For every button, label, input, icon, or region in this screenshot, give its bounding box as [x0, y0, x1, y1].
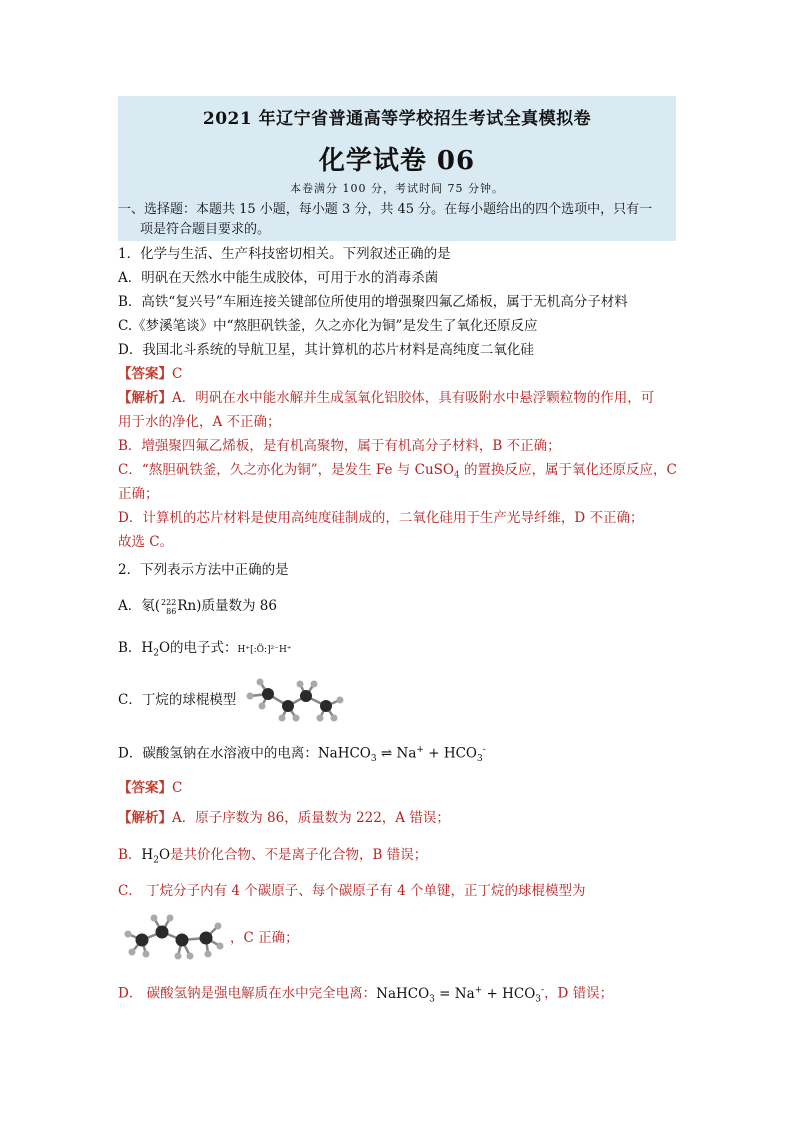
- analysis-text: A．明矾在水中能水解并生成氢氧化铝胶体，具有吸附水中悬浮颗粒物的作用，可: [172, 390, 655, 406]
- answer-value: C: [172, 780, 183, 796]
- q1-option-d: D．我国北斗系统的导航卫星，其计算机的芯片材料是高纯度二氧化硅: [118, 342, 534, 358]
- q2-analysis-d: [118, 980, 613, 1009]
- na-ion: Na: [396, 745, 417, 762]
- na-ion: = Na: [434, 985, 475, 1002]
- radon-isotope-numbers: [161, 598, 176, 616]
- hco3-charge: -: [541, 985, 545, 995]
- q2-option-c: C．丁烷的球棍模型: [118, 692, 237, 708]
- q2-analysis-b: [118, 845, 427, 871]
- water-subscript: 2: [153, 648, 159, 659]
- exam-title: 2021 年辽宁省普通高等学校招生考试全真模拟卷: [202, 109, 592, 129]
- option-b-prefix: B．: [118, 640, 142, 656]
- q2-stem: 2．下列表示方法中正确的是: [118, 562, 289, 578]
- paper-subject: 化学试卷 06: [318, 146, 476, 176]
- answer-tag: 【答案】: [118, 366, 172, 382]
- option-a-suffix: )质量数为 86: [196, 598, 277, 614]
- hco3-ion: + HCO: [482, 985, 536, 1002]
- analysis-b-suffix: 是共价化合物、不是离子化合物，B 错误；: [170, 847, 428, 863]
- q1-option-c: C.《梦溪笔谈》中“熬胆矾铁釜，久之亦化为铜”是发生了氧化还原反应: [118, 318, 538, 334]
- hco3-subscript: 3: [477, 754, 483, 765]
- q1-conclusion: 故选 C。: [118, 534, 174, 550]
- cuso4-formula: CuSO: [414, 462, 454, 478]
- section-line-1: 一、选择题：本题共 15 小题，每小题 3 分，共 45 分。在每小题给出的四个选项中，只有一: [118, 202, 653, 217]
- butane-ball-stick-model-answer: [118, 910, 228, 966]
- na-charge: +: [416, 745, 424, 755]
- analysis-tag: 【解析】: [118, 810, 172, 826]
- q1-analysis-a2: 用于水的净化，A 不正确；: [118, 414, 281, 430]
- water-o: O: [158, 847, 171, 863]
- answer-value: C: [172, 366, 183, 382]
- analysis-a-text: A．原子序数为 86，质量数为 222，A 错误；: [172, 810, 450, 826]
- ionization-equation: [376, 985, 545, 1005]
- q1-analysis-d: D．计算机的芯片材料是使用高纯度硅制成的，二氧化硅用于生产光导纤维，D 不正确；: [118, 510, 644, 526]
- q1-option-a: A．明矾在天然水中能生成胶体，可用于水的消毒杀菌: [118, 270, 439, 286]
- nahco3: NaHCO: [376, 985, 430, 1002]
- exam-header: [118, 96, 676, 241]
- water-subscript: 2: [153, 855, 159, 866]
- water-h: H: [141, 640, 154, 656]
- analysis-b-prefix: B．: [118, 847, 142, 863]
- nahco3-subscript: 3: [429, 994, 435, 1005]
- water-h: H: [141, 847, 154, 863]
- q2-answer: [118, 778, 182, 798]
- q1-analysis-c2: 正确；: [118, 486, 159, 502]
- q1-analysis-b: B．增强聚四氟乙烯板，是有机高聚物，属于有机高分子材料，B 不正确；: [118, 438, 561, 454]
- q2-option-a: [118, 596, 277, 616]
- q2-analysis-c2: ，C 正确；: [230, 930, 299, 946]
- nahco3: NaHCO: [317, 745, 371, 762]
- radon-symbol: Rn: [177, 598, 197, 614]
- analysis-c-part1: C．“熬胆矾铁釜，久之亦化为铜”，是发生 Fe 与: [118, 462, 415, 478]
- option-a-prefix: A．氡(: [118, 598, 161, 614]
- q1-stem: 1．化学与生活、生产科技密切相关。下列叙述正确的是: [118, 246, 451, 262]
- mass-number: 222: [161, 597, 177, 607]
- q1-answer: [118, 364, 182, 384]
- water-o: O: [158, 640, 171, 656]
- exam-note: 本卷满分 100 分，考试时间 75 分钟。: [290, 182, 504, 195]
- q2-analysis-c: C． 丁烷分子内有 4 个碳原子、每个碳原子有 4 个单键，正丁烷的球棍模型为: [118, 883, 586, 899]
- q2-option-d: [118, 740, 486, 769]
- equilibrium-arrow: ⇌: [376, 745, 397, 762]
- q1-analysis-c1: [118, 460, 677, 486]
- nahco3-subscript: 3: [370, 754, 377, 765]
- q1-analysis-a1: [118, 388, 654, 408]
- answer-tag: 【答案】: [118, 780, 172, 796]
- butane-ball-stick-model-option: [240, 676, 350, 724]
- q2-analysis-a: [118, 808, 450, 828]
- option-d-prefix: D．碳酸氢钠在水溶液中的电离：: [118, 745, 318, 762]
- section-instructions: [118, 200, 674, 240]
- hco3-subscript: 3: [535, 994, 542, 1005]
- analysis-d-suffix: ，D 错误；: [544, 985, 614, 1002]
- electron-formula: H⁺[:Ö:]²⁻H⁺: [237, 645, 292, 655]
- cuso4-subscript: 4: [453, 470, 460, 481]
- na-charge: +: [474, 985, 483, 995]
- q1-option-b: B．高铁“复兴号”车厢连接关键部位所使用的增强聚四氟乙烯板，属于无机高分子材料: [118, 294, 628, 310]
- analysis-d-prefix: D． 碳酸氢钠是强电解质在水中完全电离：: [118, 985, 377, 1002]
- option-b-suffix: 的电子式：: [170, 640, 238, 656]
- hco3-ion: + HCO: [423, 745, 477, 762]
- hco3-charge: -: [482, 745, 486, 755]
- section-line-2: 项是符合题目要求的。: [140, 222, 271, 237]
- analysis-c-part2: 的置换反应，属于氧化还原反应，C: [459, 462, 677, 478]
- analysis-tag: 【解析】: [118, 390, 172, 406]
- atomic-number: 86: [166, 606, 177, 616]
- q2-option-b: [118, 638, 292, 664]
